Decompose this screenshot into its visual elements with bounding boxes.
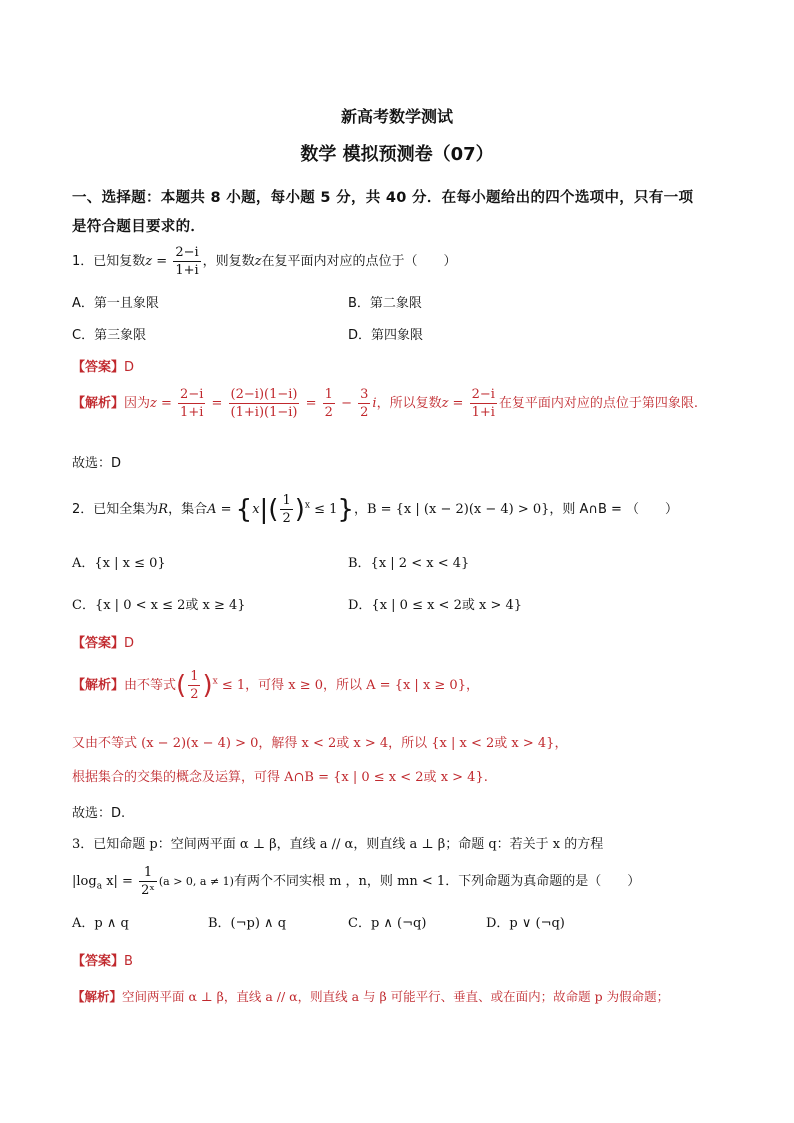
q1-an-frac1-den: 1+i [180, 405, 204, 420]
q1-an-frac2-den: (1+i)(1−i) [230, 405, 298, 420]
exam-title: 新高考数学测试 [340, 107, 453, 126]
q1-tail: 在复平面内对应的点位于（ ） [261, 254, 457, 269]
q2-analysis-line2: 又由不等式 (x − 2)(x − 4) > 0，解得 x < 2或 x > 4，所以 {x | x < 2或 x > 4}， [72, 736, 568, 751]
q2-answer [72, 632, 134, 651]
q2-an-half-den: 2 [190, 687, 199, 702]
q1-an-frac4-num: 3 [360, 387, 369, 402]
q2-A-def: A = [207, 502, 236, 517]
q2-an-paren-close: ) [202, 670, 213, 701]
q2-analysis-line3: 根据集合的交集的概念及运算，可得 A∩B = {x | 0 ≤ x < 2或 x > 4}. [72, 770, 488, 785]
q2-analysis-tag: 【解析】 [72, 678, 125, 693]
q1-answer-value: D [124, 360, 135, 375]
q2-option-a: A．{x | x ≤ 0} [72, 556, 166, 571]
q1-analysis-tag: 【解析】 [72, 396, 125, 411]
q1-answer-tag: 【答案】 [72, 360, 125, 375]
q2-A-le: ≤ 1 [309, 502, 338, 517]
q3-frac [139, 864, 157, 899]
q1-frac-den: 1+i [175, 263, 199, 278]
q3-answer-tag: 【答案】 [72, 954, 125, 969]
q1-conclusion: 故选：D [72, 456, 122, 471]
q1-fraction [173, 244, 200, 279]
q3-line2-tail: 有两个不同实根 m ，n，则 mn < 1．下列命题为真命题的是（ ） [233, 874, 641, 889]
q2-set-text: ，集合 [168, 502, 208, 517]
q2-R: R [158, 502, 169, 517]
q1-analysis-text-b: ，所以复数 [376, 396, 442, 411]
q3-cond: (a > 0, a ≠ 1) [158, 875, 234, 888]
q1-z: z [145, 254, 153, 269]
q2-an-half-num: 1 [190, 669, 199, 684]
q3-option-d: D．p ∨ (¬q) [486, 916, 565, 931]
q2-an-paren-open: ( [176, 670, 187, 701]
q1-answer [72, 356, 134, 375]
q2-paren-open: ( [268, 494, 279, 525]
q3-option-c: C．p ∧ (¬q) [348, 916, 427, 931]
q1-an-frac1 [178, 386, 205, 421]
q2-A-inner: x [252, 502, 260, 517]
q2-ask: ，则 A∩B = （ ） [549, 502, 679, 517]
q2-option-b: B．{x | 2 < x < 4} [348, 556, 470, 571]
q3-analysis [72, 987, 669, 1005]
q3-frac-den: 2ˣ [141, 883, 155, 898]
q3-answer [72, 950, 133, 969]
q1-an-minus: − [336, 396, 357, 411]
q1-an-frac2 [229, 386, 300, 421]
exam-subtitle: 数学 模拟预测卷（07） [300, 144, 494, 165]
q1-mid: ，则复数 [202, 254, 255, 269]
q1-option-a: A．第一且象限 [72, 296, 159, 311]
q2-half-den: 2 [282, 511, 291, 526]
q2-conclusion: 故选：D. [72, 806, 126, 821]
q1-prefix: 1．已知复数 [72, 254, 146, 269]
q1-analysis-text-c: 在复平面内对应的点位于第四象限. [498, 396, 699, 411]
q1-an-frac3-num: 1 [324, 387, 333, 402]
q2-brace-close: } [337, 494, 354, 525]
q3-log-base: a [96, 881, 103, 892]
q1-option-c: C．第三象限 [72, 328, 147, 343]
q1-an-frac3 [323, 386, 335, 421]
q2-analysis-line1 [72, 668, 479, 703]
q1-option-b: B．第二象限 [348, 296, 422, 311]
q1-an-frac5-den: 1+i [471, 405, 495, 420]
q2-pow: x [304, 500, 310, 511]
q1-an-i: i [372, 396, 377, 411]
q1-an-frac5 [470, 386, 497, 421]
q2-an-pow: x [212, 676, 218, 687]
q2-an1-a: 由不等式 [124, 678, 177, 693]
q3-option-b: B．(¬p) ∧ q [208, 916, 287, 931]
question-1 [72, 244, 457, 279]
q1-analysis-eq2: z = [441, 396, 468, 411]
q1-an-frac5-num: 2−i [471, 387, 495, 402]
q1-an-frac1-num: 2−i [180, 387, 204, 402]
q2-option-d: D．{x | 0 ≤ x < 2或 x > 4} [348, 598, 523, 613]
q3-log: |log [72, 874, 97, 889]
q2-an-half [188, 668, 200, 703]
q2-half [280, 492, 292, 527]
q1-analysis-text-a: 因为 [124, 396, 151, 411]
q1-an-frac2-num: (2−i)(1−i) [230, 387, 298, 402]
q2-B-def: ，B = {x | (x − 2)(x − 4) > 0} [353, 502, 550, 517]
q1-analysis-eq: z = [150, 396, 177, 411]
q1-an-frac3-den: 2 [324, 405, 333, 420]
q1-analysis: 【解析】因为z = $\frac{2-i}{1+i}$ = $\frac{(2-i)(1-i)}{(1+i)(1-i)}$ = $\frac{1}{2}$ − $\frac{3}{2}$ i，所以复数z = $\frac{2-i}{1+i}$ 在复平面内对应的点位于第四象限. [72, 387, 699, 420]
section-heading-line1: 一、选择题：本题共 8 小题，每小题 5 分，共 40 分．在每小题给出的四个选项中，只有一项 [72, 190, 694, 206]
q3-option-a: A．p ∧ q [72, 916, 129, 931]
q1-option-d: D．第四象限 [348, 328, 424, 343]
q2-paren-close: ) [294, 494, 305, 525]
q1-an-frac4 [358, 386, 370, 421]
q2-half-num: 1 [282, 493, 291, 508]
q1-an-frac4-den: 2 [360, 405, 369, 420]
q2-answer-tag: 【答案】 [72, 636, 125, 651]
q3-log-eq: x| = [102, 874, 138, 889]
q2-prefix: 2．已知全集为 [72, 502, 159, 517]
q2-bar: | [259, 494, 269, 525]
q2-an1-b: ≤ 1，可得 x ≥ 0，所以 A = {x | x ≥ 0}， [217, 678, 479, 693]
q3-answer-value: B [124, 954, 133, 969]
section-heading-line2: 是符合题目要求的． [72, 219, 206, 235]
q3-line2 [72, 864, 640, 899]
q2-answer-value: D [124, 636, 135, 651]
q2-brace-open: { [235, 494, 253, 525]
q2-option-c: C．{x | 0 < x ≤ 2或 x ≥ 4} [72, 598, 246, 613]
q1-frac-num: 2−i [175, 245, 199, 260]
q1-z2: z [254, 254, 262, 269]
q1-eq: = [152, 254, 172, 269]
q3-analysis-tag: 【解析】 [72, 989, 123, 1004]
q3-frac-num: 1 [139, 864, 157, 882]
question-2 [72, 492, 678, 527]
q3-line1: 3．已知命题 p：空间两平面 α ⊥ β，直线 a // α，则直线 a ⊥ β；命题 q：若关于 x 的方程 [72, 837, 604, 852]
q3-analysis-text: 空间两平面 α ⊥ β，直线 a // α，则直线 a 与 β 可能平行、垂直、或在面内；故命题 p 为假命题； [122, 989, 670, 1004]
